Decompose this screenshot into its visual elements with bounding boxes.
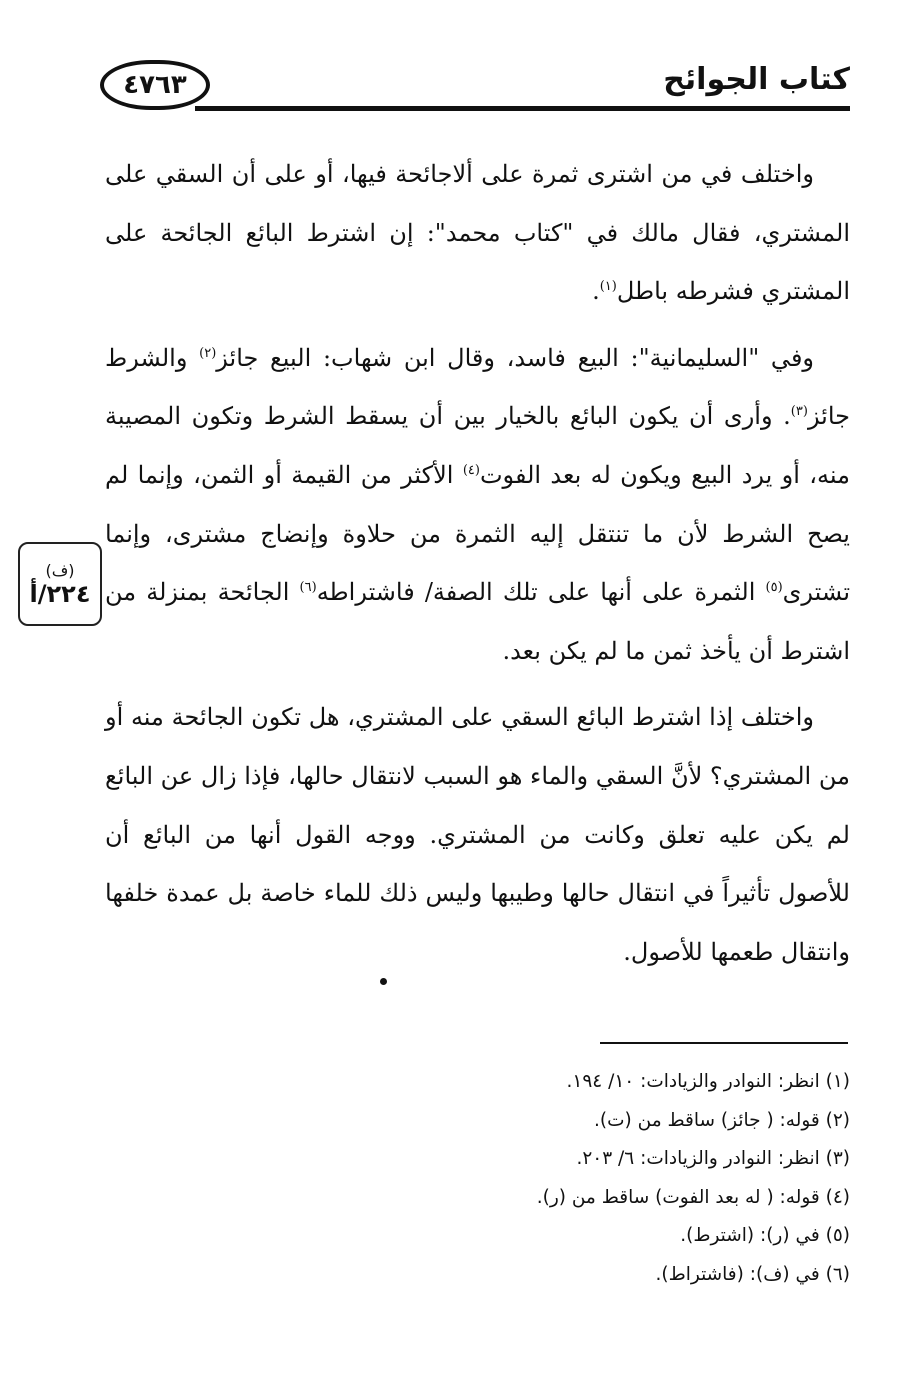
text-run: الثمرة على أنها على تلك الصفة/ فاشتراطه bbox=[316, 578, 766, 607]
footnote-item: (١) انظر: النوادر والزيادات: ١٠/ ١٩٤. bbox=[566, 1071, 850, 1092]
footnote-item: (٥) في (ر): (اشترط). bbox=[680, 1225, 850, 1246]
footnote-ref: (٥) bbox=[765, 580, 783, 596]
text-run: . وأرى أن يكون البائع بالخيار بين أن يسقط الشرط وتكون المصيبة منه، أو يرد البيع ويكون له بعد الفوت bbox=[105, 402, 850, 489]
text-run: وفي "السليمانية": البيع فاسد، وقال ابن شهاب: البيع جائز bbox=[216, 343, 815, 372]
text-run: واختلف في من اشترى ثمرة على ألاجائحة فيها، أو على أن السقي على المشتري، فقال مالك في "كتاب محمد": إن اشترط البائع الجائحة على المشتري فشرطه باطل bbox=[105, 160, 850, 306]
footnotes bbox=[90, 1063, 850, 1294]
page-number-badge bbox=[100, 60, 210, 110]
margin-note-folio: ٢٢٤/أ bbox=[29, 579, 91, 608]
text-run: الأكثر من القيمة أو الثمن، وإنما لم يصح الشرط لأن ما تنتقل إليه الثمرة من حلاوة وإنضاج مشترى، وإنما تشترى bbox=[105, 460, 850, 607]
footnote-item: (٣) انظر: النوادر والزيادات: ٦/ ٢٠٣. bbox=[576, 1148, 850, 1169]
main-text bbox=[105, 145, 850, 989]
text-run: . bbox=[592, 277, 600, 306]
margin-note-siglum: (ف) bbox=[45, 560, 75, 580]
footnote-ref: (١) bbox=[599, 279, 617, 295]
decorative-dot bbox=[380, 978, 387, 985]
footnote-ref: (٤) bbox=[462, 462, 480, 478]
footnote-item: (٦) في (ف): (فاشتراط). bbox=[655, 1263, 850, 1285]
footnote-ref: (٦) bbox=[299, 580, 317, 596]
footnote-ref: (٣) bbox=[790, 404, 808, 420]
paragraph-2 bbox=[105, 329, 850, 681]
page-header bbox=[95, 58, 850, 120]
footnote-separator bbox=[600, 1042, 848, 1044]
paragraph-1 bbox=[105, 145, 850, 321]
text-run: الجائحة بمنزلة من اشترط أن يأخذ ثمن ما لم يكن بعد. bbox=[105, 578, 850, 665]
page-number: ٤٧٦٣ bbox=[123, 70, 187, 100]
manuscript-margin-note bbox=[18, 542, 102, 626]
header-rule bbox=[195, 106, 850, 111]
book-title: كتاب الجوائح bbox=[653, 62, 850, 97]
paragraph-3 bbox=[105, 688, 850, 981]
text-run: والشرط جائز bbox=[105, 343, 851, 431]
footnote-item: (٢) قوله: ( جائز) ساقط من (ت). bbox=[594, 1109, 850, 1131]
text-run: واختلف إذا اشترط البائع السقي على المشتري، هل تكون الجائحة منه أو من المشتري؟ لأنَّ السقي والماء هو السبب لانتقال حالها، فإذا زال عن البائع لم يكن عليه تعلق وكانت من المشتري. ووجه القول أنها من البائع أن للأصول تأثيراً في انتقال حالها وطيبها وليس ذلك للماء خاصة بل عمدة خلفها وانتقال طعمها للأصول. bbox=[105, 703, 850, 966]
footnote-item: (٤) قوله: ( له بعد الفوت) ساقط من (ر). bbox=[536, 1186, 850, 1208]
footnote-ref: (٢) bbox=[199, 345, 217, 361]
